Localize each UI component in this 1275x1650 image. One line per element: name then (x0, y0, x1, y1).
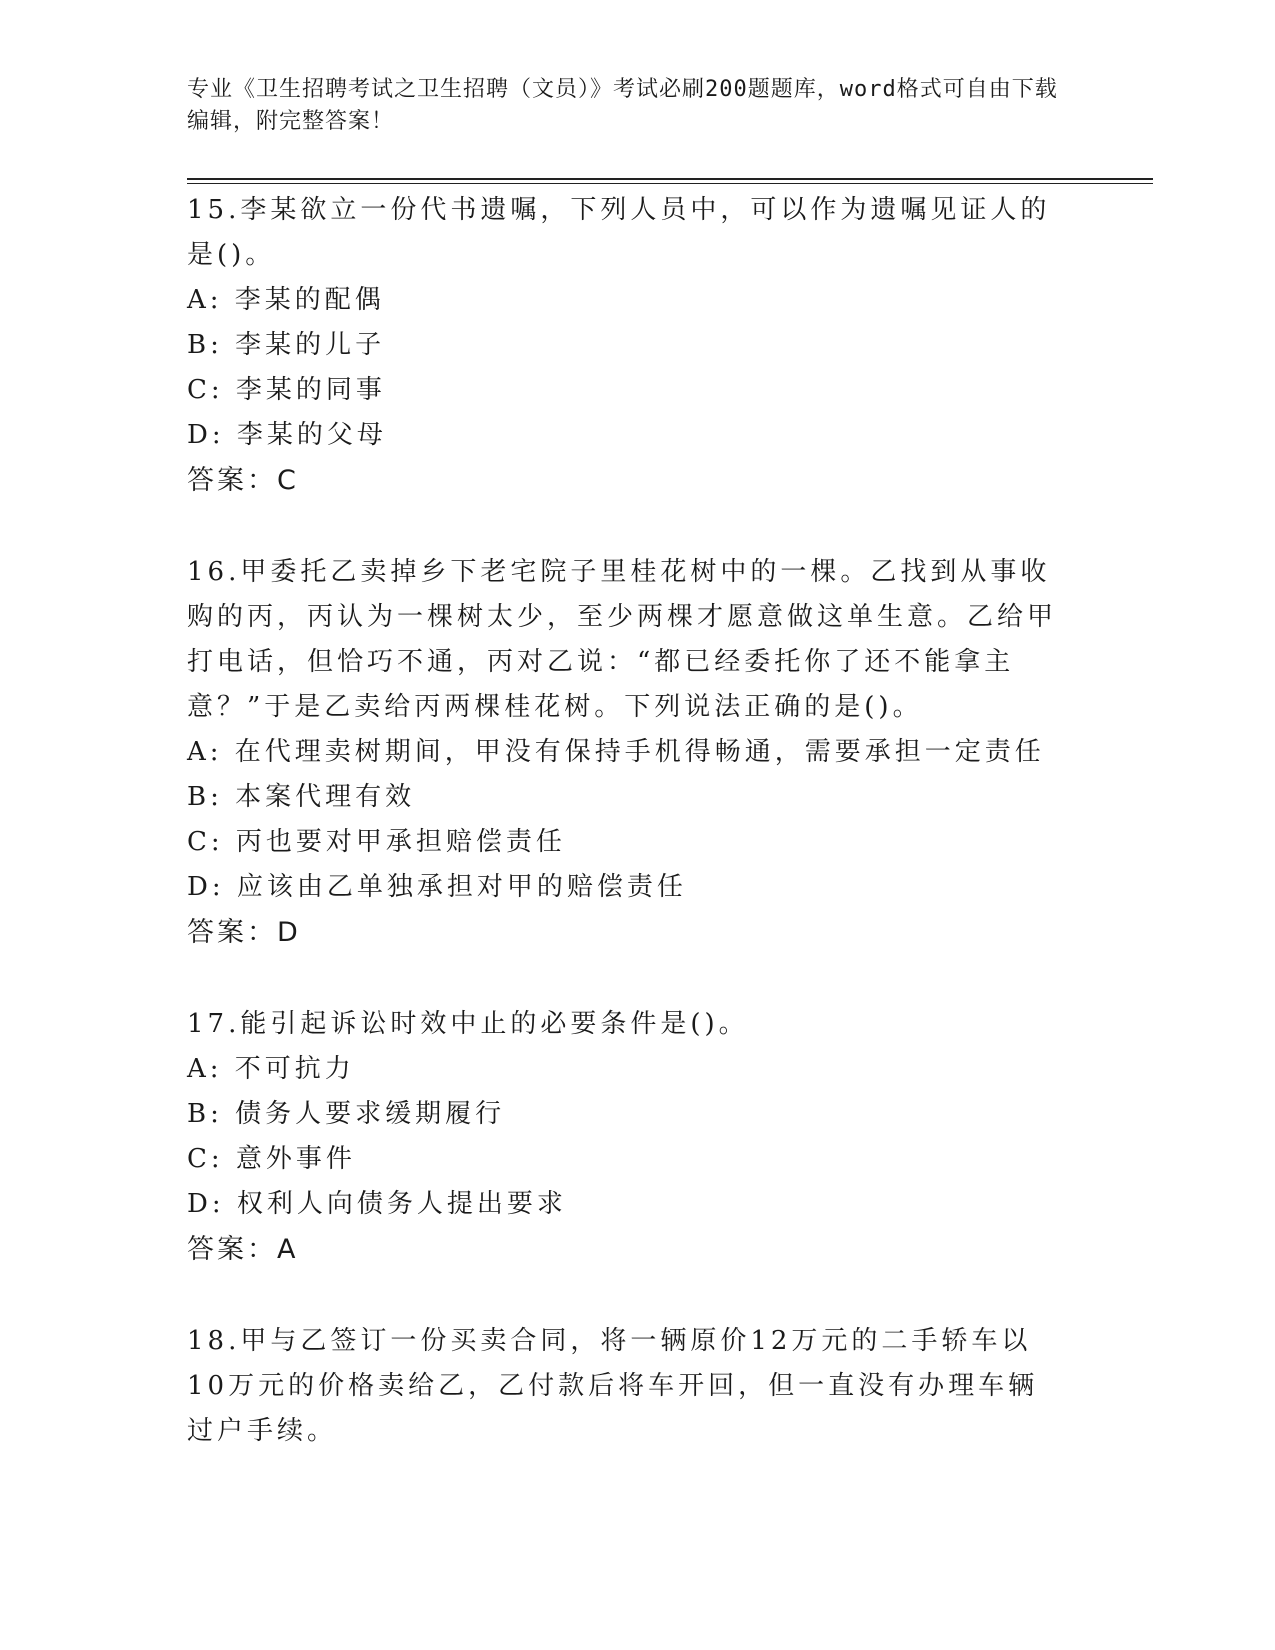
option-c: C: 李某的同事 (187, 375, 386, 405)
header-divider-thin (187, 183, 1153, 184)
option-a: A: 李某的配偶 (187, 285, 385, 315)
question-18 (187, 1319, 1067, 1454)
answer: 答案：A (187, 1234, 299, 1265)
question-17 (187, 1002, 1067, 1273)
option-b: B: 李某的儿子 (187, 330, 386, 360)
option-d: D: 李某的父母 (187, 420, 387, 450)
header-divider-thick (187, 178, 1153, 180)
option-a: A: 在代理卖树期间，甲没有保持手机得畅通，需要承担一定责任 (187, 737, 1045, 767)
answer: 答案：D (187, 917, 301, 948)
option-b: B: 本案代理有效 (187, 782, 416, 812)
question-list (187, 188, 1067, 1500)
option-b: B: 债务人要求缓期履行 (187, 1099, 506, 1129)
option-d: D: 权利人向债务人提出要求 (187, 1189, 567, 1219)
question-text: 17.能引起诉讼时效中止的必要条件是()。 (187, 1009, 749, 1039)
question-16 (187, 550, 1067, 956)
option-a: A: 不可抗力 (187, 1054, 355, 1084)
option-c: C: 意外事件 (187, 1144, 356, 1174)
option-d: D: 应该由乙单独承担对甲的赔偿责任 (187, 872, 687, 902)
question-text: 16.甲委托乙卖掉乡下老宅院子里桂花树中的一棵。乙找到从事收购的丙，丙认为一棵树太少，至少两棵才愿意做这单生意。乙给甲打电话，但恰巧不通，丙对乙说：“都已经委托你了还不能拿主意？”于是乙卖给丙两棵桂花树。下列说法正确的是()。 (187, 557, 1058, 722)
option-c: C: 丙也要对甲承担赔偿责任 (187, 827, 566, 857)
question-text: 15.李某欲立一份代书遗嘱，下列人员中，可以作为遗嘱见证人的是()。 (187, 195, 1051, 270)
question-text: 18.甲与乙签订一份买卖合同，将一辆原价12万元的二手轿车以10万元的价格卖给乙，乙付款后将车开回，但一直没有办理车辆过户手续。 (187, 1326, 1039, 1446)
answer: 答案：C (187, 465, 299, 496)
question-15 (187, 188, 1067, 504)
document-header: 专业《卫生招聘考试之卫生招聘（文员）》考试必刷200题题库，word格式可自由下载编辑，附完整答案！ (187, 77, 1058, 134)
